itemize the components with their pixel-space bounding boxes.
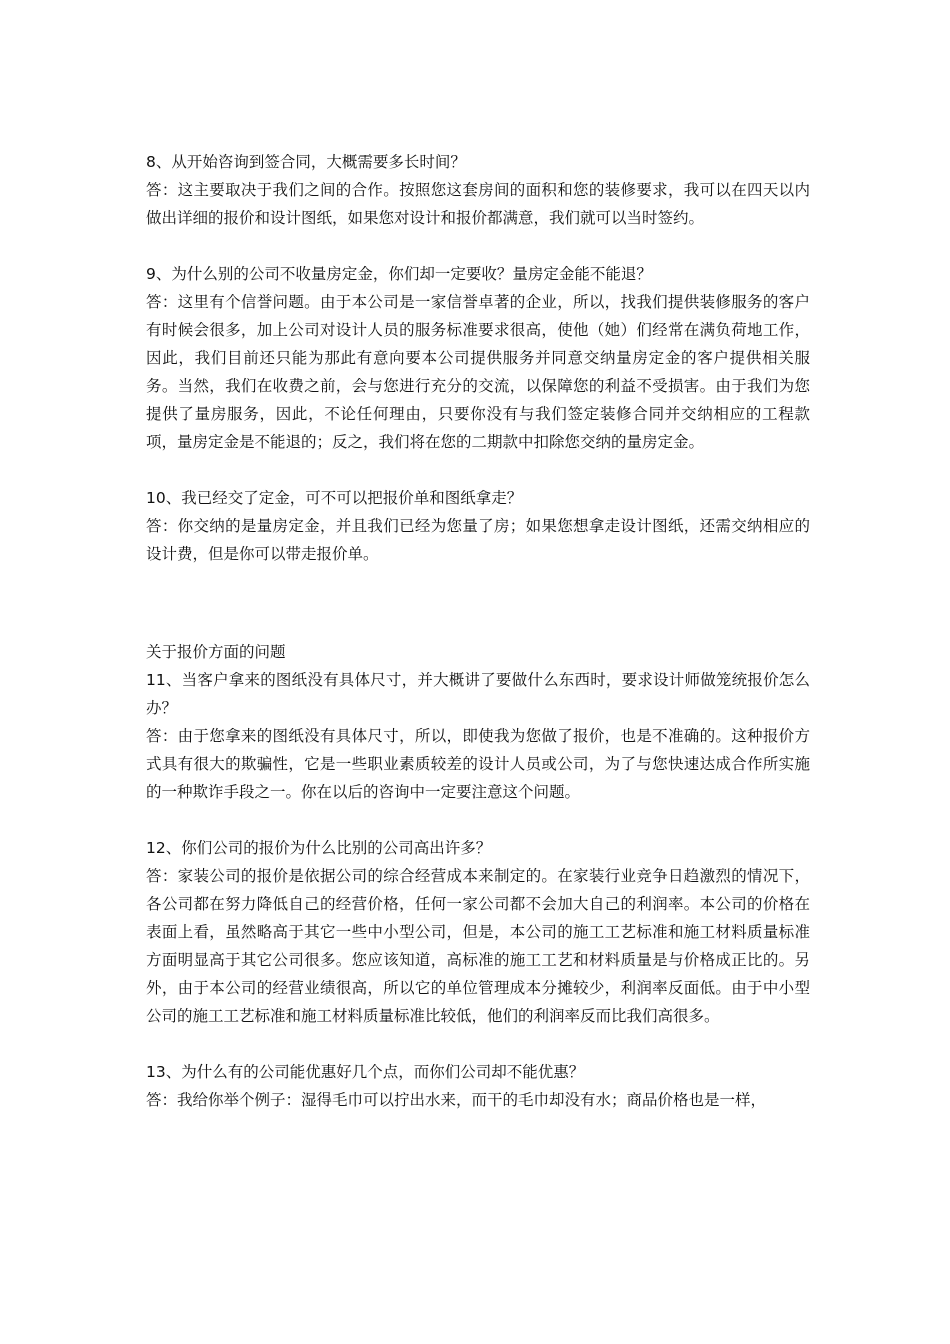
qa-item-10	[146, 484, 810, 568]
paragraph-gap	[146, 806, 810, 834]
paragraph-gap	[146, 1030, 810, 1058]
paragraph-gap	[146, 232, 810, 260]
qa-item-11	[146, 666, 810, 806]
answer-text: 答：这里有个信誉问题。由于本公司是一家信誉卓著的企业，所以，找我们提供装修服务的客户有时候会很多，加上公司对设计人员的服务标准要求很高，使他（她）们经常在满负荷地工作，因此，我们目前还只能为那此有意向要本公司提供服务并同意交纳量房定金的客户提供相关服务。当然，我们在收费之前，会与您进行充分的交流，以保障您的利益不受损害。由于我们为您提供了量房服务，因此，不论任何理由，只要你没有与我们签定装修合同并交纳相应的工程款项，量房定金是不能退的；反之，我们将在您的二期款中扣除您交纳的量房定金。	[146, 293, 810, 451]
question-text: 12、你们公司的报价为什么比别的公司高出许多？	[146, 839, 492, 857]
document-page	[146, 148, 810, 1114]
question-text: 9、为什么别的公司不收量房定金，你们却一定要收？量房定金能不能退？	[146, 265, 652, 283]
question-text: 13、为什么有的公司能优惠好几个点，而你们公司却不能优惠？	[146, 1063, 585, 1081]
qa-item-13	[146, 1058, 810, 1114]
question-text: 11、当客户拿来的图纸没有具体尺寸，并大概讲了要做什么东西时，要求设计师做笼统报价怎么办？	[146, 671, 810, 717]
section-gap	[146, 568, 810, 638]
question-text: 10、我已经交了定金，可不可以把报价单和图纸拿走？	[146, 489, 523, 507]
paragraph-gap	[146, 456, 810, 484]
answer-text: 答：我给你举个例子：湿得毛巾可以拧出水来，而干的毛巾却没有水；商品价格也是一样，	[146, 1091, 767, 1109]
section-heading: 关于报价方面的问题	[146, 643, 286, 661]
qa-item-8	[146, 148, 810, 232]
answer-text: 答：这主要取决于我们之间的合作。按照您这套房间的面积和您的装修要求，我可以在四天以内做出详细的报价和设计图纸，如果您对设计和报价都满意，我们就可以当时签约。	[146, 181, 810, 227]
question-text: 8、从开始咨询到签合同，大概需要多长时间？	[146, 153, 466, 171]
answer-text: 答：由于您拿来的图纸没有具体尺寸，所以，即使我为您做了报价，也是不准确的。这种报价方式具有很大的欺骗性，它是一些职业素质较差的设计人员或公司，为了与您快速达成合作所实施的一种欺诈手段之一。你在以后的咨询中一定要注意这个问题。	[146, 727, 810, 801]
answer-text: 答：家装公司的报价是依据公司的综合经营成本来制定的。在家装行业竞争日趋激烈的情况下，各公司都在努力降低自己的经营价格，任何一家公司都不会加大自己的利润率。本公司的价格在表面上看，虽然略高于其它一些中小型公司，但是，本公司的施工工艺标准和施工材料质量标准方面明显高于其它公司很多。您应该知道，高标准的施工工艺和材料质量是与价格成正比的。另外，由于本公司的经营业绩很高，所以它的单位管理成本分摊较少，利润率反面低。由于中小型公司的施工工艺标准和施工材料质量标准比较低，他们的利润率反而比我们高很多。	[146, 867, 810, 1025]
qa-item-9	[146, 260, 810, 456]
qa-item-12	[146, 834, 810, 1030]
answer-text: 答：你交纳的是量房定金，并且我们已经为您量了房；如果您想拿走设计图纸，还需交纳相应的设计费，但是你可以带走报价单。	[146, 517, 810, 563]
